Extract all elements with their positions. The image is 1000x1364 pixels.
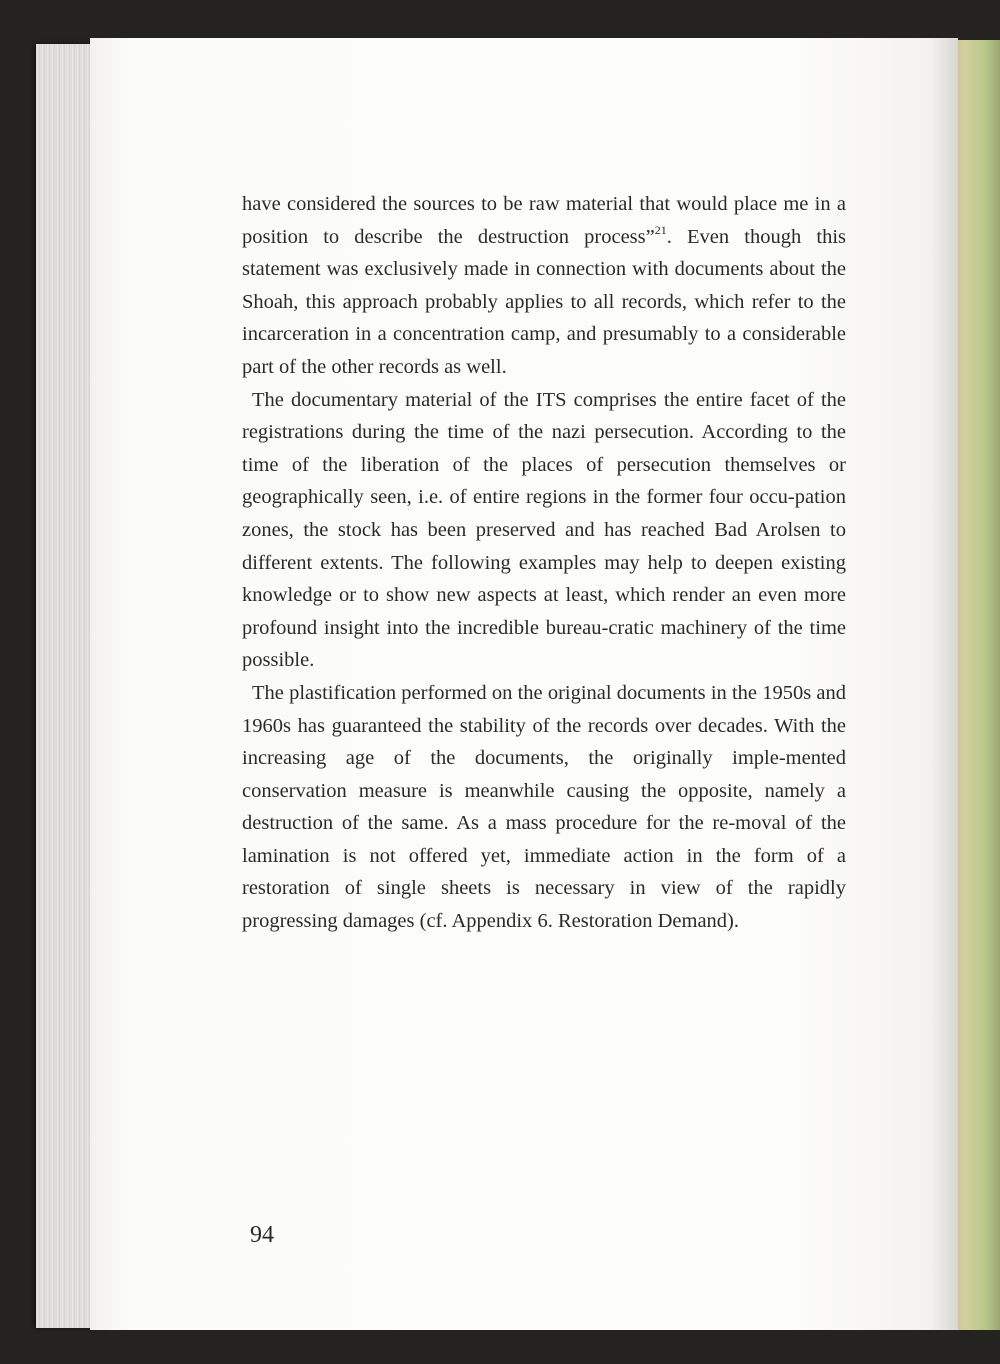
paragraph-2: The documentary material of the ITS comprises the entire facet of the registrations during the time of the nazi persecution. According to the time of the liberation of the places of persecution themselves or geographically seen, i.e. of entire regions in the former four occu-pation zones, the stock has been preserved and has reached Bad Arolsen to different extents. The following examples may help to deepen existing knowledge or to show new aspects at least, which render an even more profound insight into the incredible bureau-cratic machinery of the time possible. [242,388,846,672]
paragraph-3: The plastification performed on the original documents in the 1950s and 1960s has guaranteed the stability of the records over decades. With the increasing age of the documents, the originally imple-mented conservation measure is meanwhile causing the opposite, namely a destruction of the same. As a mass procedure for the re-moval of the lamination is not offered yet, immediate action in the form of a restoration of single sheets is necessary in view of the rapidly progressing damages (cf. Appendix 6. Restoration Demand). [242,681,846,933]
page-number: 94 [250,1222,274,1248]
footnote-reference: 21 [654,222,667,237]
body-text [242,188,846,938]
paragraph-1-text-start: have considered the sources to be raw material that would place me in a position to describe the destruction process” [242,193,846,248]
paragraph-1-text-end: . Even though this statement was exclusively made in connection with documents about the Shoah, this approach probably applies to all records, which refer to the incarceration in a concentration camp, and presumably to a considerable part of the other records as well. [242,225,846,378]
paragraph-1 [242,188,846,384]
book-page [90,38,958,1330]
